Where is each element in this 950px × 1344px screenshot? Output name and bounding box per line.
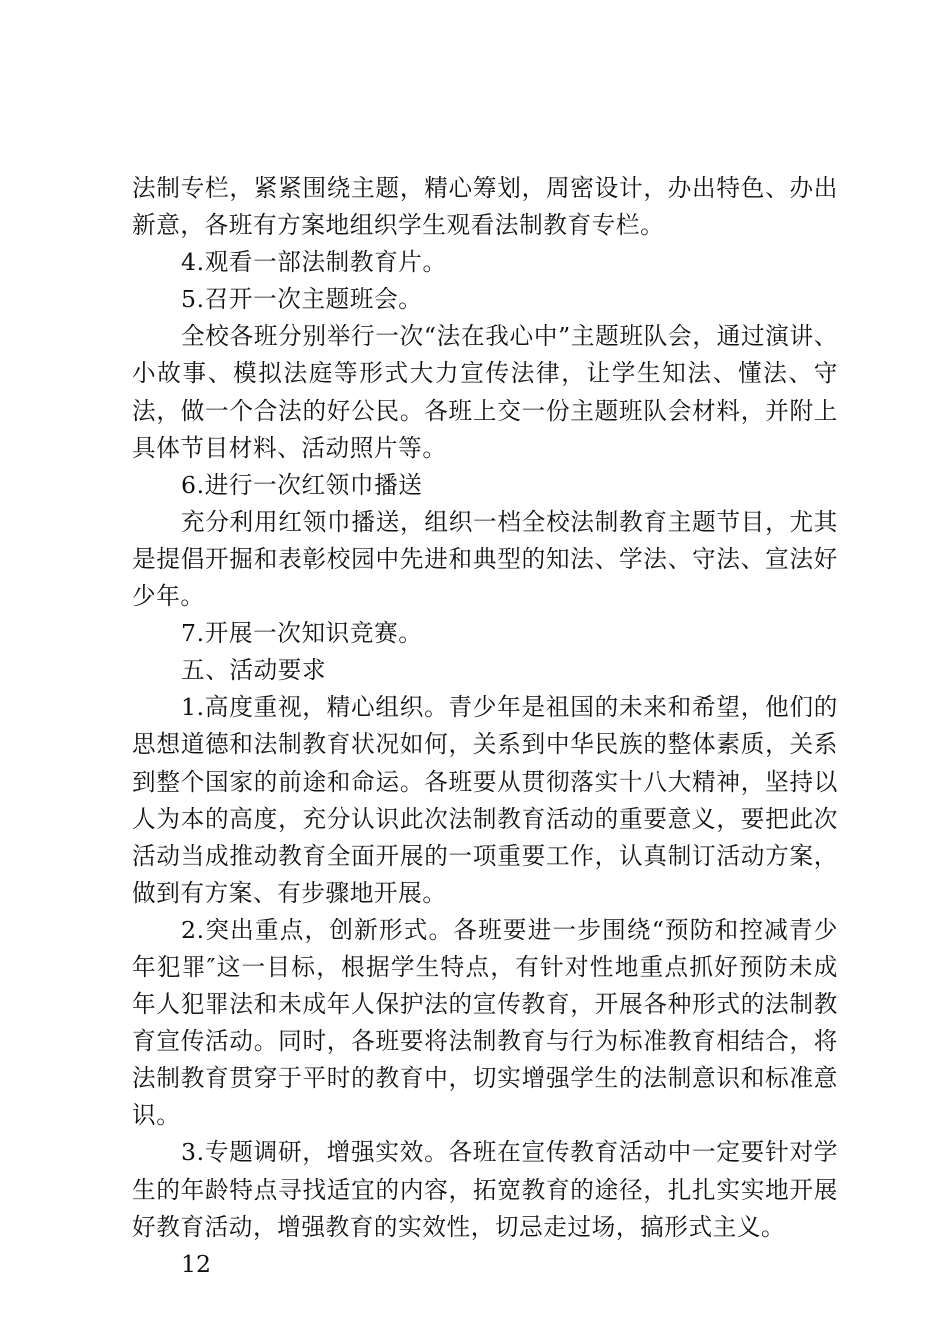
paragraph-11: 3.专题调研，增强实效。各班在宣传教育活动中一定要针对学生的年龄特点寻找适宜的内容，拓宽教育的途径，扎扎实实地开展好教育活动，增强教育的实效性，切忌走过场，搞形式主义。: [132, 1138, 838, 1241]
paragraph-9: 1.高度重视，精心组织。青少年是祖国的未来和希望，他们的思想道德和法制教育状况如何，关系到中华民族的整体素质，关系到整个国家的前途和命运。各班要从贯彻落实十八大精神，坚持以人为本的高度，充分认识此次法制教育活动的重要意义，要把此次活动当成推动教育全面开展的一项重要工作，认真制订活动方案，做到有方案、有步骤地开展。: [132, 693, 838, 907]
paragraph-7: 7.开展一次知识竞赛。: [181, 619, 423, 648]
page-number: 12: [181, 1249, 212, 1278]
paragraph-2: 4.观看一部法制教育片。: [181, 248, 447, 277]
paragraph-5: 6.进行一次红领巾播送: [181, 470, 423, 499]
paragraph-6: 充分利用红领巾播送，组织一档全校法制教育主题节目，尤其是提倡开掘和表彰校园中先进和典型的知法、学法、守法、宣法好少年。: [132, 507, 838, 611]
paragraph-1: 法制专栏，紧紧围绕主题，精心筹划，周密设计，办出特色、办出新意，各班有方案地组织学生观看法制教育专栏。: [132, 174, 838, 240]
paragraph-4: 全校各班分别举行一次“法在我心中”主题班队会，通过演讲、小故事、模拟法庭等形式大力宣传法律，让学生知法、懂法、守法，做一个合法的好公民。各班上交一份主题班队会材料，并附上具体节目材料、活动照片等。: [132, 322, 838, 462]
paragraph-10: 2.突出重点，创新形式。各班要进一步围绕“预防和控减青少年犯罪″这一目标，根据学生特点，有针对性地重点抓好预防未成年人犯罪法和未成年人保护法的宣传教育，开展各种形式的法制教育宣传活动。同时，各班要将法制教育与行为标准教育相结合，将法制教育贯穿于平时的教育中，切实增强学生的法制意识和标准意识。: [132, 915, 838, 1130]
section-heading: 五、活动要求: [181, 656, 327, 685]
paragraph-3: 5.召开一次主题班会。: [181, 285, 423, 314]
document-body: [132, 170, 838, 1283]
